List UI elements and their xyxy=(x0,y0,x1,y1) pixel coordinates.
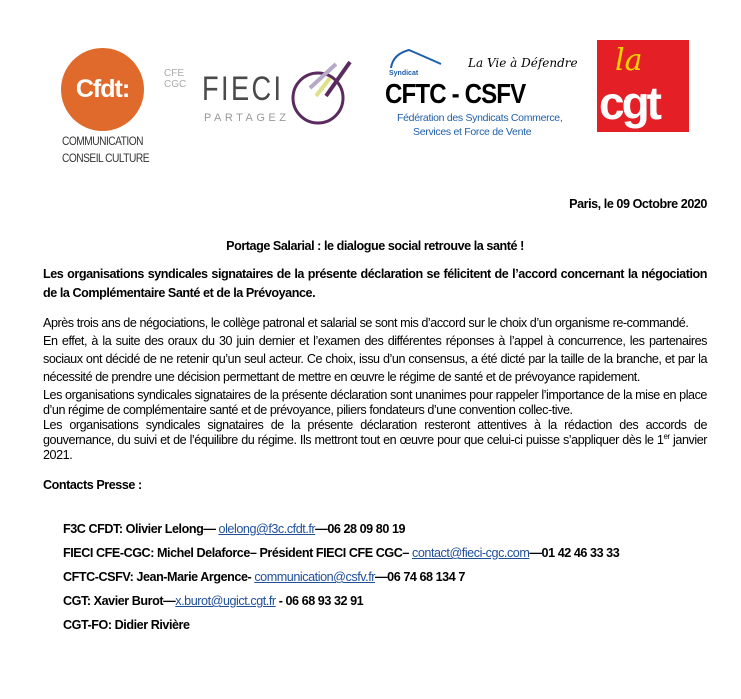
contact-email-link[interactable]: olelong@f3c.cfdt.fr xyxy=(218,522,316,536)
fieci-name: FIECI xyxy=(202,70,284,108)
cgt-la: la xyxy=(615,43,643,78)
body-text xyxy=(43,315,707,463)
contacts-list xyxy=(43,521,707,641)
contact-email-link[interactable]: contact@fieci-cgc.com xyxy=(411,546,530,560)
paragraph-text: Les organisations syndicales signataires de la présente déclaration resteront attentives à la rédaction des accords de gouvernance, du suivi et de l’équilibre du régime. Ils mettront tout en œuvre pour que celui-ci puisse s’appliquer dès le 1 xyxy=(43,418,707,447)
contact-email-link[interactable]: communication@csfv.fr xyxy=(254,570,376,584)
paragraph-text: janvier 2021. xyxy=(43,433,707,462)
paragraph xyxy=(43,418,707,463)
contact-row xyxy=(63,521,707,545)
contacts-heading: Contacts Presse : xyxy=(43,478,142,492)
superscript: er xyxy=(663,431,670,441)
contact-row xyxy=(63,593,707,617)
cftc-sub2: Services et Force de Vente xyxy=(413,126,532,138)
contact-label: F3C CFDT: Olivier Lelong— xyxy=(63,522,219,536)
contact-label: CFTC-CSFV: Jean-Marie Argence- xyxy=(63,570,255,584)
contact-phone: —06 28 09 80 19 xyxy=(315,522,406,536)
contact-label: FIECI CFE-CGC: Michel Delaforce– Président FIECI CFE CGC– xyxy=(63,546,412,560)
contact-row xyxy=(63,545,707,569)
cgt-name: cgt xyxy=(599,77,659,129)
fieci-tagline: PARTAGEZ xyxy=(204,112,290,124)
cfdt-logo-mark: Cfdt: xyxy=(75,75,130,103)
cftc-name: CFTC - CSFV xyxy=(385,78,526,109)
contact-row xyxy=(63,569,707,593)
page-title: Portage Salarial : le dialogue social retrouve la santé ! xyxy=(226,239,524,253)
cfdt-sub1: COMMUNICATION xyxy=(62,134,144,148)
paragraph: Après trois ans de négociations, le collège patronal et salarial se sont mis d’accord sur le choix d’un organisme re-commandé. xyxy=(43,316,689,330)
contact-email-link[interactable]: x.burot@ugict.cgt.fr xyxy=(175,594,276,608)
contact-phone: —06 74 68 134 7 xyxy=(375,570,465,584)
intro-paragraph: Les organisations syndicales signataires de la présente déclaration se félicitent de l’accord concernant la négociation de la Complémentaire Santé et de la Prévoyance. xyxy=(43,267,707,300)
contact-label: CGT: Xavier Burot— xyxy=(63,594,176,608)
contact-row xyxy=(63,617,707,641)
cftc-tagline: La Vie à Défendre xyxy=(468,56,578,70)
paragraph: Les organisations syndicales signataires de la présente déclaration sont unanimes pour rappeler l’importance de la mise en place d’un régime de complémentaire santé et de prévoyance, piliers fondateurs d’une convention collec-tive. xyxy=(43,388,707,417)
contact-label: CGT-FO: Didier Rivière xyxy=(63,618,190,632)
paragraph: En effet, à la suite des oraux du 30 juin dernier et l’examen des différentes réponses à l’appel à concurrence, les partenaires sociaux ont décidé de ne retenir qu’un seul acteur. Ce choix, issu d’un consensus, a été dicté par la taille de la branche, et par la nécessité de prendre une décision permettant de mettre en œuvre le régime de santé et de prévoyance rapidement. xyxy=(43,334,707,384)
contact-phone: —01 42 46 33 33 xyxy=(529,546,620,560)
cftc-small: Syndicat xyxy=(389,70,419,77)
cfdt-sub2: CONSEIL CULTURE xyxy=(62,151,150,165)
contact-phone: - 06 68 93 32 91 xyxy=(275,594,364,608)
cftc-sub1: Fédération des Syndicats Commerce, xyxy=(397,112,563,124)
date-line: Paris, le 09 Octobre 2020 xyxy=(569,197,707,211)
fieci-prefix: CFE CGC xyxy=(164,68,187,90)
